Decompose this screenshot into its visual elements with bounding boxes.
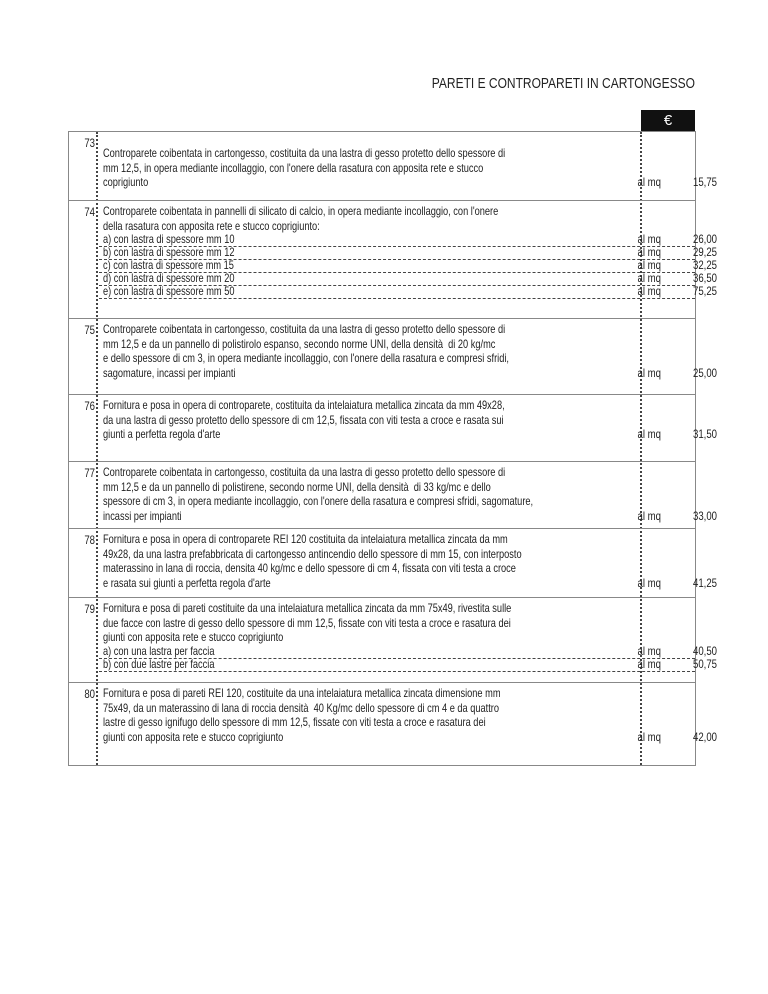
table-row: [69, 318, 717, 395]
price-table: [68, 131, 717, 766]
section-title: PARETI E CONTROPARETI IN CARTONGESSO: [431, 75, 695, 92]
description-text: giunti con apposita rete e stucco coprigiunto: [103, 630, 284, 644]
description-text: coprigiunto: [103, 175, 149, 189]
description-line: [99, 480, 695, 494]
sub-item-text: a) con lastra di spessore mm 10: [103, 232, 235, 246]
description-line: [99, 146, 695, 160]
price-value: 40,50: [692, 643, 717, 658]
description-text: 75x49, da un materassino di lana di roccia densità 40 Kg/mc dello spessore di cm 4 e da quattro: [103, 700, 500, 715]
sub-item-text: a) con una lastra per faccia: [103, 643, 215, 658]
table-row: [69, 200, 717, 319]
description-line: [99, 729, 717, 744]
price-value: 31,50: [692, 427, 717, 441]
description-line: [99, 630, 695, 644]
sub-item: [99, 284, 717, 299]
price-value: 42,00: [692, 729, 717, 744]
description-line: [99, 413, 695, 427]
item-number: 78: [84, 533, 95, 547]
description-text: Controparete coibentata in cartongesso, costituita da una lastra di gesso protetto dello spessore di: [103, 322, 506, 336]
description-line: [99, 616, 695, 630]
description-line: [99, 351, 695, 365]
item-number: 74: [84, 205, 95, 219]
unit-label: al mq: [637, 643, 661, 658]
description-text: mm 12,5 e da un pannello di polistirene, secondo norme UNI, della densità di 33 kg/mc e dello: [103, 479, 491, 494]
description-text: Fornitura e posa in opera di controparete, costituita da intelaiatura metallica zincata da mm 49x28,: [103, 398, 505, 412]
price-value: 33,00: [692, 508, 717, 523]
description-line: [99, 547, 695, 561]
unit-label: al mq: [637, 575, 661, 590]
description-line: [99, 715, 695, 729]
table-row: [69, 597, 717, 683]
unit-label: al mq: [637, 508, 661, 523]
description-text: sagomature, incassi per impianti: [103, 365, 236, 380]
price-value: 25,00: [692, 365, 717, 380]
item-number: 77: [84, 466, 95, 480]
price-value: 29,25: [692, 245, 717, 259]
item-number: 80: [84, 687, 95, 701]
unit-label: al mq: [637, 365, 661, 380]
table-row: [69, 682, 717, 766]
description-text: giunti con apposita rete e stucco coprigiunto: [103, 729, 284, 744]
description-line: [99, 337, 695, 351]
unit-label: al mq: [637, 245, 661, 259]
description-text: Controparete coibentata in cartongesso, costituita da una lastra di gesso protetto dello spessore di: [103, 146, 506, 160]
price-value: 41,25: [692, 575, 717, 590]
description-text: della rasatura con apposita rete e stucco coprigiunto:: [103, 218, 320, 233]
unit-label: al mq: [637, 271, 661, 285]
price-value: 75,25: [692, 284, 717, 298]
description-text: mm 12,5, in opera mediante incollaggio, con l'onere della rasatura con apposita rete e stucco: [103, 160, 484, 175]
unit-label: al mq: [637, 175, 661, 189]
description-line: [99, 686, 695, 700]
description-text: lastre di gesso ignifugo dello spessore di mm 12,5, fissate con viti testa a croce e rasatura dei: [103, 715, 486, 729]
price-value: 36,50: [692, 271, 717, 285]
item-number: 75: [84, 323, 95, 337]
description-line: [99, 561, 695, 575]
unit-label: al mq: [637, 656, 661, 671]
description-line: [99, 204, 695, 218]
description-text: spessore di cm 3, in opera mediante incollaggio, con l'onere della rasatura e compresi sfridi, sagomature,: [103, 494, 534, 508]
item-number: 73: [84, 136, 95, 150]
description-text: due facce con lastre di gesso dello spessore di mm 12,5, fissate con viti testa a croce e rasatura dei: [103, 615, 511, 630]
unit-label: al mq: [637, 258, 661, 272]
description-text: Fornitura e posa in opera di controparete REI 120 costituita da intelaiatura metallica zincata da mm: [103, 532, 508, 546]
unit-label: al mq: [637, 232, 661, 246]
description-text: incassi per impianti: [103, 508, 182, 523]
description-line: [99, 575, 717, 590]
description-line: [99, 219, 695, 233]
description-line: [99, 161, 695, 175]
description-text: e dello spessore di cm 3, in opera mediante incollaggio, con l'onere della rasatura e compresi sfridi,: [103, 351, 509, 365]
unit-label: al mq: [637, 729, 661, 744]
sub-item-text: d) con lastra di spessore mm 20: [103, 271, 235, 285]
item-number: 79: [84, 602, 95, 616]
price-value: 26,00: [692, 232, 717, 246]
table-row: [69, 132, 717, 200]
description-text: giunti a perfetta regola d'arte: [103, 427, 221, 441]
table-row: [69, 394, 717, 462]
description-text: e rasata sui giunti a perfetta regola d'arte: [103, 575, 271, 590]
unit-label: al mq: [637, 284, 661, 298]
sub-item-text: c) con lastra di spessore mm 15: [103, 258, 234, 272]
table-row: [69, 528, 717, 598]
description-line: [99, 175, 717, 189]
sub-item-text: b) con due lastre per faccia: [103, 656, 215, 671]
description-line: [99, 508, 717, 523]
description-line: [99, 365, 717, 380]
price-value: 15,75: [692, 175, 717, 189]
sub-item-text: e) con lastra di spessore mm 50: [103, 284, 235, 298]
description-line: [99, 427, 717, 441]
description-text: mm 12,5 e da un pannello di polistirolo espanso, secondo norme UNI, della densità di 20 kg/mc: [103, 336, 496, 351]
description-text: Controparete coibentata in pannelli di silicato di calcio, in opera mediante incollaggio, con l'onere: [103, 204, 499, 218]
sub-item-text: b) con lastra di spessore mm 12: [103, 245, 235, 259]
price-value: 50,75: [692, 656, 717, 671]
description-line: [99, 465, 695, 479]
unit-label: al mq: [637, 427, 661, 441]
item-number: 76: [84, 399, 95, 413]
price-value: 32,25: [692, 258, 717, 272]
description-text: materassino in lana di roccia, densita 40 kg/mc e dello spessore di cm 4, fissata con viti testa a croce: [103, 561, 516, 575]
description-text: 49x28, da una lastra prefabbricata di cartongesso antincendio dello spessore di mm 15, con interposto: [103, 546, 522, 561]
description-line: [99, 601, 695, 615]
description-text: da una lastra di gesso protetto dello spessore di cm 12,5, fissata con viti testa a croce e rasata sui: [103, 412, 504, 427]
sub-item: [99, 656, 717, 672]
description-line: [99, 322, 695, 336]
description-line: [99, 494, 695, 508]
description-line: [99, 701, 695, 715]
table-row: [69, 461, 717, 529]
currency-column-header: €: [641, 110, 695, 131]
description-text: Controparete coibentata in cartongesso, costituita da una lastra di gesso protetto dello spessore di: [103, 465, 506, 479]
description-text: Fornitura e posa di pareti costituite da una intelaiatura metallica zincata da mm 75x49, rivestita sulle: [103, 601, 512, 615]
description-text: Fornitura e posa di pareti REI 120, costituite da una intelaiatura metallica zincata dimensione mm: [103, 686, 501, 700]
description-line: [99, 532, 695, 546]
description-line: [99, 398, 695, 412]
